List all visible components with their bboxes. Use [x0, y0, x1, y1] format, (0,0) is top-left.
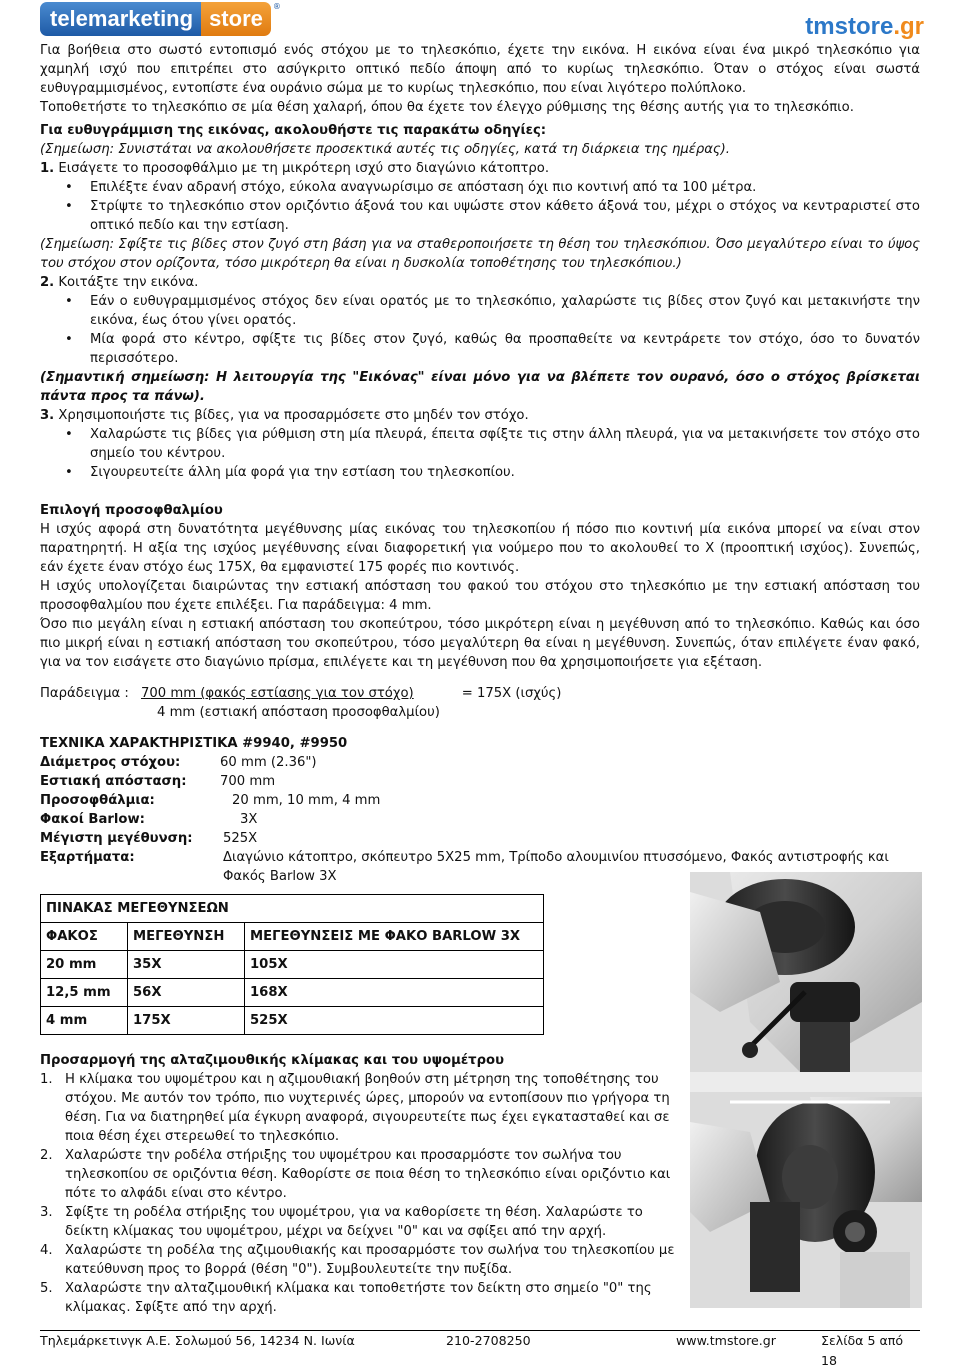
alignment-heading: Για ευθυγράμμιση της εικόνας, ακολουθήστε τις παρακάτω οδηγίες:	[40, 123, 547, 138]
bullet-icon: •	[65, 427, 73, 442]
table-title: ΠΙΝΑΚΑΣ ΜΕΓΕΘΥΝΣΕΩΝ	[41, 895, 544, 923]
spec-key: Εστιακή απόσταση:	[40, 774, 187, 789]
bullet-icon: •	[65, 199, 73, 214]
intro-paragraph-2: Τοποθετήστε το τηλεσκόπιο σε μία θέση χαλαρή, όπου θα έχετε τον έλεγχο ρύθμισης της θέσης αυτής για το τηλεσκόπιο.	[40, 100, 854, 115]
example-label: Παράδειγμα :	[40, 686, 129, 701]
telescope-adjustment-photo	[690, 872, 922, 1308]
spec-key: Μέγιστη μεγέθυνση:	[40, 831, 193, 846]
list-text: Σφίξτε τη ροδέλα στήριξης του υψομέτρου, για να καθορίσετε τη θέση. Χαλαρώστε το δείκτη κλίμακας του υψομέτρου, μέχρι να δείχνει "0" και να σφίξει από την αρχή.	[65, 1205, 643, 1239]
spec-row	[40, 791, 920, 810]
eyepiece-heading: Επιλογή προσοφθαλμίου	[40, 503, 223, 518]
list-number: 3.	[40, 1205, 53, 1220]
table-cell: 105X	[245, 951, 544, 979]
bullet-item	[40, 425, 920, 463]
telescope-photo-drawing	[690, 872, 922, 1308]
table-cell: 35X	[128, 951, 245, 979]
step-text: Εισάγετε το προσοφθάλμιο με τη μικρότερη ισχύ στο διαγώνιο κάτοπτρο.	[58, 161, 550, 176]
spec-row	[40, 753, 920, 772]
stabilize-note: (Σημείωση: Σφίξτε τις βίδες στον ζυγό στη βάση για να σταθεροποιήσετε τη θέση του τηλεσκόπιου. Όσο μεγαλύτερο είναι το ύψος του στόχου στον ορίζοντα, τόσο μικρότερη θα είναι η δυσκολία τοποθέτησης του τηλεσκόπιου.)	[40, 237, 920, 271]
eyepiece-paragraph-1: Η ισχύς αφορά στη δυνατότητα μεγέθυνσης μίας εικόνας του τηλεσκοπίου ή πόσο πιο κοντινή μία εικόνα μπορεί να είναι στον παρατηρητή. Η αξία της ισχύος μεγέθυνσης είναι διαφορετική για νούμερο που το ακολουθεί το X (προοπτική ισχύος). Συνεπώς, εάν έχετε έναν στόχο έως 175X, θα εμφανιστεί 175 φορές πιο κοντινός.	[40, 522, 920, 575]
eyepiece-paragraph-3: Όσο πιο μεγάλη είναι η εστιακή απόσταση του σκοπεύτρου, τόσο μικρότερη είναι η μεγέθυνση από το τηλεσκόπιο. Καθώς και όσο πιο μικρή είναι η εστιακή απόσταση του σκοπεύτρου, τόσο μεγαλύτερη θα είναι η μεγέθυνση. Συνεπώς, όταν επιλέγετε έναν φακό, για να τον εισάγετε στο διαγώνιο πρίσμα, επιλέγετε και τη μεγέθυνση που θα χρησιμοποιήσετε για εξέταση.	[40, 617, 920, 670]
bullet-text: Χαλαρώστε τις βίδες για ρύθμιση στη μία πλευρά, έπειτα σφίξτε τις στην άλλη πλευρά, για να μετακινήσετε τον στόχο στο σημείο του κέντρου.	[90, 427, 920, 461]
list-item	[40, 1203, 685, 1241]
list-item	[40, 1146, 685, 1203]
intro-paragraph-1: Για βοήθεια στο σωστό εντοπισμό ενός στόχου με το τηλεσκόπιο, έχετε την εικόνα. Η εικόνα είναι ένα μικρό τηλεσκόπιο για χαμηλή ισχύ που επιτρέπει στο ασύγκριτο οπτικό πεδίο άποψη από το κυρίως τηλεσκόπιο. Όταν ο στόχος είναι σωστά ευθυγραμμισμένος, εντοπίστε ένα ουράνιο σώμα με το κυρίως τηλεσκόπιο, που είναι λιγότερο πολύπλοκο.	[40, 43, 920, 96]
specs-heading: ΤΕΧΝΙΚΑ ΧΑΡΑΚΤΗΡΙΣΤΙΚΑ #9940, #9950	[40, 736, 348, 751]
table-cell: 168X	[245, 979, 544, 1007]
step-number: 1.	[40, 161, 55, 176]
bullet-item	[40, 292, 920, 330]
important-note: (Σημαντική σημείωση: Η λειτουργία της "Εικόνας" είναι μόνο για να βλέπετε τον ουρανό, όσο ο στόχος βρίσκεται πάντα προς τα πάνω).	[40, 370, 920, 404]
page-header	[0, 0, 960, 40]
alignment-note: (Σημείωση: Συνιστάται να ακολουθήσετε προσεκτικά αυτές τις οδηγίες, κατά τη διάρκεια της ημέρας).	[40, 142, 730, 157]
bullet-text: Επιλέξτε έναν αδρανή στόχο, εύκολα αναγνωρίσιμο σε απόσταση όχι πιο κοντινή από τα 100 μέτρα.	[90, 180, 757, 195]
table-cell: 20 mm	[41, 951, 128, 979]
spec-value: 60 mm (2.36")	[220, 755, 317, 770]
bullet-icon: •	[65, 465, 73, 480]
step-number: 2.	[40, 275, 55, 290]
table-header-cell: ΜΕΓΕΘΥΝΣΗ	[128, 923, 245, 951]
footer-website[interactable]: www.tmstore.gr	[676, 1333, 776, 1348]
footer-phone: 210-2708250	[446, 1333, 531, 1348]
list-text: Η κλίμακα του υψομέτρου και η αζιμουθιακή βοηθούν στη μέτρηση της τοποθέτησης του στόχου. Με αυτόν τον τρόπο, πιο νυχτερινές ώρες, μπορούν να εντοπίσουν πιο γρήγορα τη θέση. Για να διατηρηθεί μία έγκυρη αναφορά, σιγουρευτείτε πως έχει εγκατασταθεί και σε ποια θέση έχει στερεωθεί το τηλεσκόπιο.	[65, 1072, 670, 1144]
spec-key: Διάμετρος στόχου:	[40, 755, 181, 770]
example-numerator: 700 mm (φακός εστίασης για τον στόχο)	[141, 686, 414, 701]
bullet-text: Εάν ο ευθυγραμμισμένος στόχος δεν είναι ορατός με το τηλεσκόπιο, χαλαρώστε τις βίδες στον ζυγό και μετακινήστε την εικόνα, έως ότου γίνει ορατός.	[90, 294, 920, 328]
spec-value: 700 mm	[220, 774, 276, 789]
step-text: Κοιτάξτε την εικόνα.	[58, 275, 199, 290]
spec-key: Προσοφθάλμια:	[40, 793, 155, 808]
list-text: Χαλαρώστε την ροδέλα στήριξης του υψομέτρου και προσαρμόστε τον σωλήνα του τηλεσκοπίου σε οριζόντια θέση. Καθορίστε σε ποια θέση το τηλεσκόπιο είναι οριζόντιο και πότε το αλφάδι είναι στο κέντρο.	[65, 1148, 671, 1201]
telemarketing-store-logo[interactable]	[40, 2, 281, 36]
altaz-heading: Προσαρμογή της αλταζιμουθικής κλίμακας και του υψομέτρου	[40, 1053, 504, 1068]
spec-value: 20 mm, 10 mm, 4 mm	[232, 793, 381, 808]
spec-value: 525X	[223, 831, 258, 846]
list-item	[40, 1070, 685, 1146]
spec-row	[40, 810, 920, 829]
step-number: 3.	[40, 408, 55, 423]
table-cell: 525X	[245, 1007, 544, 1035]
table-header-cell: ΦΑΚΟΣ	[41, 923, 128, 951]
list-item	[40, 1279, 685, 1317]
bullet-item	[40, 463, 920, 482]
registered-mark: ®	[272, 2, 281, 11]
table-header-row	[41, 923, 544, 951]
list-number: 2.	[40, 1148, 53, 1163]
bullet-item	[40, 197, 920, 235]
list-number: 1.	[40, 1072, 53, 1087]
logo-part-store: store	[201, 2, 271, 36]
bullet-item	[40, 330, 920, 368]
table-row	[41, 1007, 544, 1035]
bullet-text: Στρίψτε το τηλεσκόπιο στον οριζόντιο άξονά του και υψώστε στον κάθετο άξονά του, μέχρι ο στόχος να κεντραριστεί στο οπτικό πεδίο και την εστίαση.	[90, 199, 920, 233]
spec-row	[40, 829, 920, 848]
table-cell: 175X	[128, 1007, 245, 1035]
list-number: 4.	[40, 1243, 53, 1258]
table-cell: 4 mm	[41, 1007, 128, 1035]
spec-row	[40, 772, 920, 791]
bullet-icon: •	[65, 332, 73, 347]
alignment-step-1	[40, 159, 920, 178]
tmstore-logo-main: tmstore	[805, 13, 894, 40]
table-row	[41, 979, 544, 1007]
spec-value: 3X	[240, 812, 258, 827]
list-item	[40, 1241, 685, 1279]
eyepiece-paragraph-2: Η ισχύς υπολογίζεται διαιρώντας την εστιακή απόσταση του φακού του στόχου στο τηλεσκόπιο με την εστιακή απόσταση του προσοφθαλμίου που έχετε επιλέξει. Για παράδειγμα: 4 mm.	[40, 579, 920, 613]
tmstore-logo-domain: .gr	[893, 13, 924, 40]
magnification-table	[40, 894, 544, 1035]
bullet-icon: •	[65, 180, 73, 195]
list-text: Χαλαρώστε τη ροδέλα της αζιμουθιακής και προσαρμόστε τον σωλήνα του τηλεσκοπίου με κατεύθυνση προς το βορρά (θέση "0"). Συμβουλευτείτε την πυξίδα.	[65, 1243, 675, 1277]
table-cell: 12,5 mm	[41, 979, 128, 1007]
magnification-example	[40, 684, 920, 703]
table-cell: 56X	[128, 979, 245, 1007]
bullet-text: Σιγουρευτείτε άλλη μία φορά για την εστίαση του τηλεσκοπίου.	[90, 465, 515, 480]
list-number: 5.	[40, 1281, 53, 1296]
bullet-text: Μία φορά στο κέντρο, σφίξτε τις βίδες στον ζυγό, καθώς θα προσπαθείτε να κεντράρετε τον στόχο, όσο το δυνατόν περισσότερο.	[90, 332, 920, 366]
table-row	[41, 951, 544, 979]
bullet-item	[40, 178, 920, 197]
table-title-row	[41, 895, 544, 923]
spec-key: Εξαρτήματα:	[40, 850, 135, 865]
page-footer	[40, 1330, 920, 1368]
example-result: = 175X (ισχύς)	[461, 686, 562, 701]
table-header-cell: ΜΕΓΕΘΥΝΣΕΙΣ ΜΕ ΦΑΚΟ BARLOW 3X	[245, 923, 544, 951]
list-text: Χαλαρώστε την αλταζιμουθική κλίμακα και τοποθετήστε τον δείκτη στο σημείο "0" της κλίμακας. Σφίξτε από την αρχή.	[65, 1281, 652, 1315]
bullet-icon: •	[65, 294, 73, 309]
alignment-step-3	[40, 406, 920, 425]
tmstore-logo[interactable]	[805, 14, 924, 40]
footer-company: Τηλεμάρκετινγκ Α.Ε. Σολωμού 56, 14234 Ν. Ιωνία	[40, 1333, 355, 1348]
altaz-section	[40, 1051, 685, 1317]
step-text: Χρησιμοποιήστε τις βίδες, για να προσαρμόσετε στο μηδέν τον στόχο.	[58, 408, 529, 423]
example-denominator: 4 mm (εστιακή απόσταση προσοφθαλμίου)	[157, 705, 440, 720]
logo-part-telemarketing: telemarketing	[40, 2, 201, 36]
spec-value: Διαγώνιο κάτοπτρο, σκόπευτρο 5X25 mm, Τρίποδο αλουμινίου πτυσσόμενο, Φακός αντιστροφής και Φακός Barlow 3X	[223, 850, 889, 884]
footer-page-number: Σελίδα 5 από 18	[821, 1333, 904, 1368]
alignment-step-2	[40, 273, 920, 292]
spec-key: Φακοί Barlow:	[40, 812, 145, 827]
